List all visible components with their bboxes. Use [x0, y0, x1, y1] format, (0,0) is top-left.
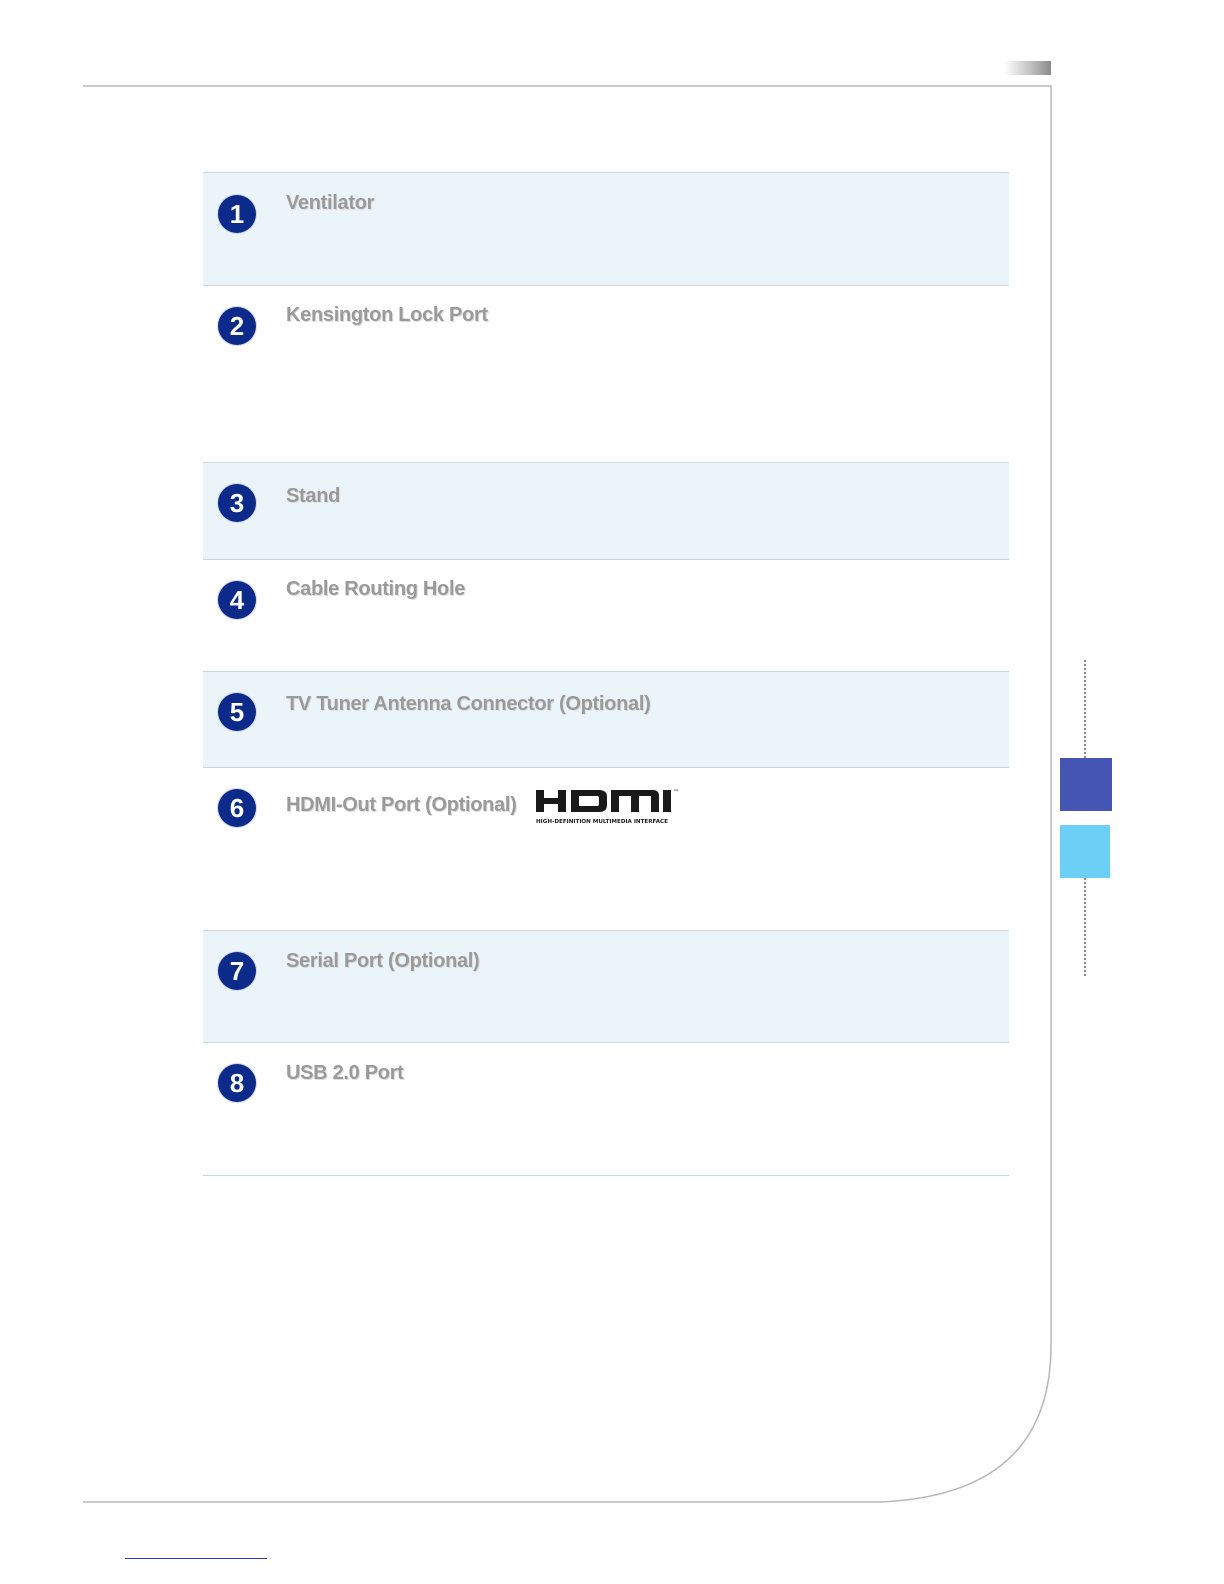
number-badge: 2	[218, 307, 256, 345]
hdmi-trademark: ™	[673, 789, 679, 796]
chapter-tab-light	[1060, 825, 1110, 878]
list-item-ventilator	[203, 172, 1009, 285]
hdmi-logo	[535, 788, 681, 826]
item-title: TV Tuner Antenna Connector (Optional)	[286, 693, 651, 715]
number-badge: 4	[218, 581, 256, 619]
number-badge: 7	[218, 952, 256, 990]
number-badge: 6	[218, 789, 256, 827]
number-badge: 1	[218, 195, 256, 233]
list-item-serial-port	[203, 930, 1009, 1042]
footer-link-underline	[125, 1558, 267, 1559]
item-title: USB 2.0 Port	[286, 1062, 404, 1084]
list-item-cable-routing-hole	[203, 559, 1009, 671]
item-title: Ventilator	[286, 192, 375, 214]
list-item-tv-tuner-antenna-connector	[203, 671, 1009, 767]
list-item-stand	[203, 462, 1009, 559]
item-title: HDMI-Out Port (Optional)	[286, 794, 517, 816]
item-title: Serial Port (Optional)	[286, 950, 480, 972]
corner-tab	[1004, 61, 1051, 75]
side-dotted-line	[1084, 878, 1086, 976]
number-badge: 3	[218, 484, 256, 522]
item-title: Kensington Lock Port	[286, 304, 488, 326]
chapter-tab-dark	[1060, 758, 1112, 811]
list-item-hdmi-out-port	[203, 767, 1009, 930]
item-title: Stand	[286, 485, 341, 507]
number-badge: 5	[218, 693, 256, 731]
list-item-usb-2-0-port	[203, 1042, 1009, 1176]
side-dotted-line	[1084, 660, 1086, 758]
number-badge: 8	[218, 1064, 256, 1102]
hdmi-tagline: HIGH-DEFINITION MULTIMEDIA INTERFACE	[536, 819, 669, 825]
list-item-kensington-lock-port	[203, 285, 1009, 462]
item-title: Cable Routing Hole	[286, 578, 466, 600]
